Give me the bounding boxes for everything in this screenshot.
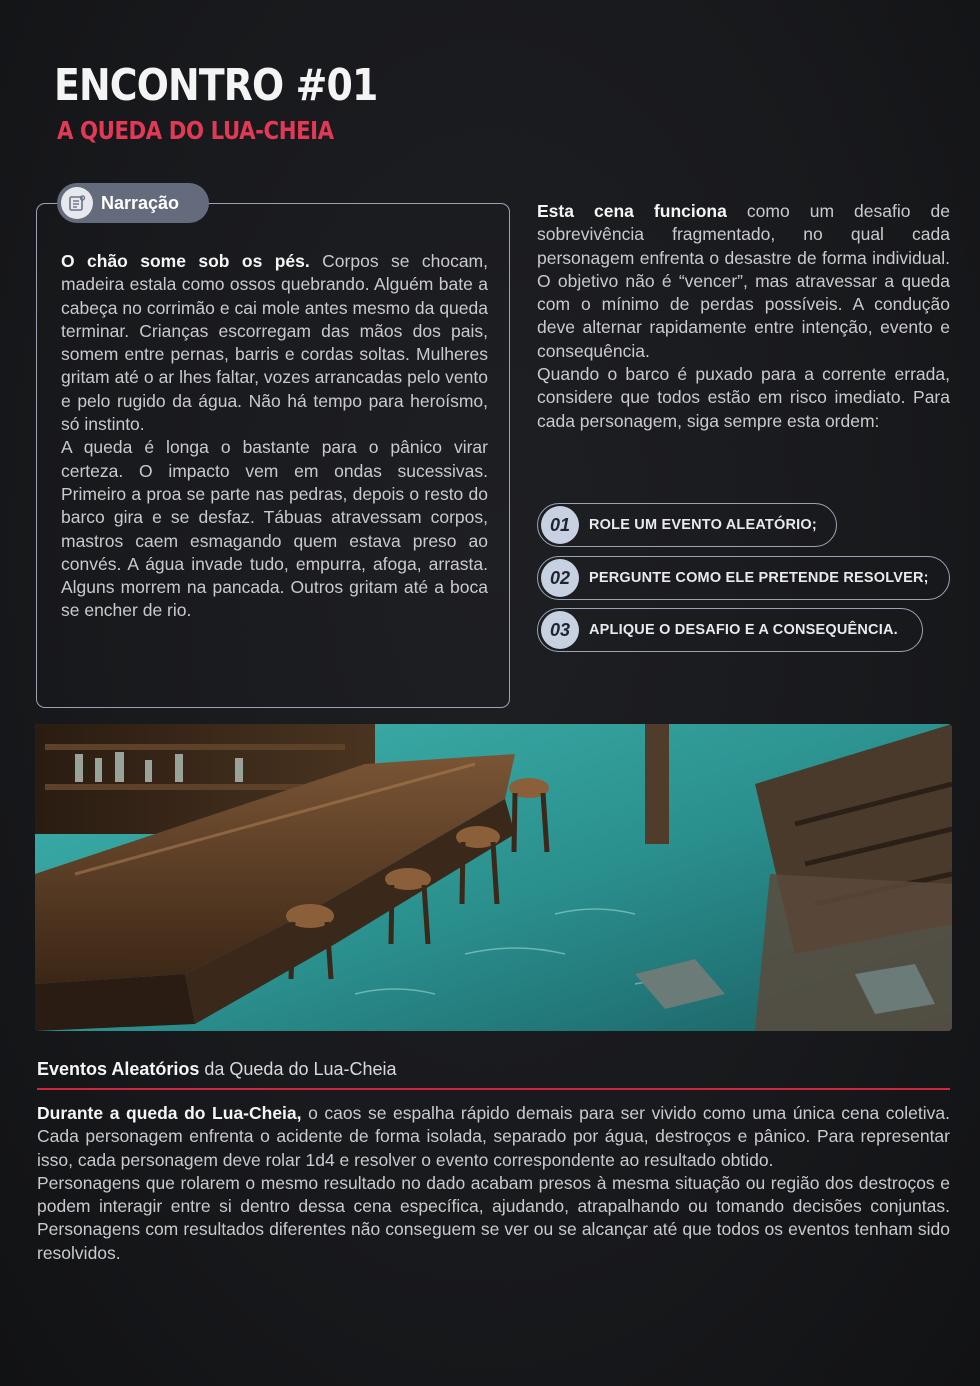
step-number: 02	[541, 559, 579, 597]
step-number: 03	[541, 611, 579, 649]
step-number: 01	[541, 506, 579, 544]
flooded-tavern-illustration	[35, 724, 952, 1031]
events-section-title	[37, 1059, 397, 1080]
narration-paragraph-2: A queda é longa o bastante para o pânico virar certeza. O impacto vem em ondas sucessivas. Primeiro a proa se parte nas pedras, depois o resto do barco gira e se desfaz. Tábuas atravessam corpos, mastros caem esmagando quem estava preso ao convés. A água invade tudo, empurra, afoga, arrasta. Alguns morrem na pancada. Outros gritam até a boca se encher de rio.	[61, 437, 488, 621]
section-divider	[37, 1088, 950, 1090]
step-label: APLIQUE O DESAFIO E A CONSEQUÊNCIA.	[589, 622, 898, 638]
events-lead: Durante a queda do Lua-Cheia,	[37, 1103, 302, 1123]
step-label: ROLE UM EVENTO ALEATÓRIO;	[589, 517, 817, 533]
events-paragraph-2: Personagens que rolarem o mesmo resultado no dado acabam presos à mesma situação ou região dos destroços e podem interagir entre si dentro dessa cena específica, ajudando, atrapalhando ou tomando decisões conjuntas. Personagens com resultados diferentes não conseguem se ver ou se alcançar até que todos os eventos tenham sido resolvidos.	[37, 1172, 950, 1263]
guidance-p1-text: como um desafio de sobrevivência fragmentado, no qual cada personagem enfrenta o desastre de forma individual. O objetivo não é “vencer”, mas atravessar a queda com o mínimo de perdas possíveis. A condução deve alternar rapidamente entre intenção, evento e consequência.	[537, 201, 950, 361]
step-3	[537, 608, 923, 652]
narration-tag-label: Narração	[101, 192, 180, 213]
events-title-bold: Eventos Aleatórios	[37, 1059, 200, 1079]
guidance-lead: Esta cena funciona	[537, 201, 727, 221]
step-1	[537, 503, 837, 547]
narration-paragraph-1	[61, 250, 488, 436]
events-title-rest: da Queda do Lua-Cheia	[199, 1059, 397, 1079]
guidance-text	[537, 200, 950, 433]
events-p1-text: o caos se espalha rápido demais para ser vivido como uma única cena coletiva. Cada personagem enfrenta o acidente de forma isolada, separado por água, destroços e pânico. Para representar isso, cada personagem deve rolar 1d4 e resolver o evento correspondente ao resultado obtido.	[37, 1103, 950, 1170]
step-label: PERGUNTE COMO ELE PRETENDE RESOLVER;	[589, 570, 929, 586]
narration-tag	[57, 183, 209, 223]
guidance-paragraph-2: Quando o barco é puxado para a corrente errada, considere que todos estão em risco imediato. Para cada personagem, siga sempre esta ordem:	[537, 364, 950, 431]
narration-p1-text: Corpos se chocam, madeira estala como ossos quebrando. Alguém bate a cabeça no corrimão e cai mole antes mesmo da queda terminar. Crianças escorregam das mãos dos pais, somem entre pernas, barris e cordas soltas. Mulheres gritam até o ar lhes faltar, vozes arrancadas pelo vento e pelo rugido da água. Não há tempo para heroísmo, só instinto.	[61, 251, 488, 435]
events-text	[37, 1102, 950, 1265]
guidance-paragraph-1	[537, 200, 950, 363]
narration-lead: O chão some sob os pés.	[61, 251, 310, 271]
narration-text	[61, 250, 488, 623]
events-paragraph-1	[37, 1102, 950, 1172]
step-2	[537, 556, 950, 600]
page-title: ENCONTRO #01	[54, 60, 378, 111]
scroll-icon	[61, 187, 93, 219]
page-subtitle: A QUEDA DO LUA-CHEIA	[57, 116, 334, 145]
